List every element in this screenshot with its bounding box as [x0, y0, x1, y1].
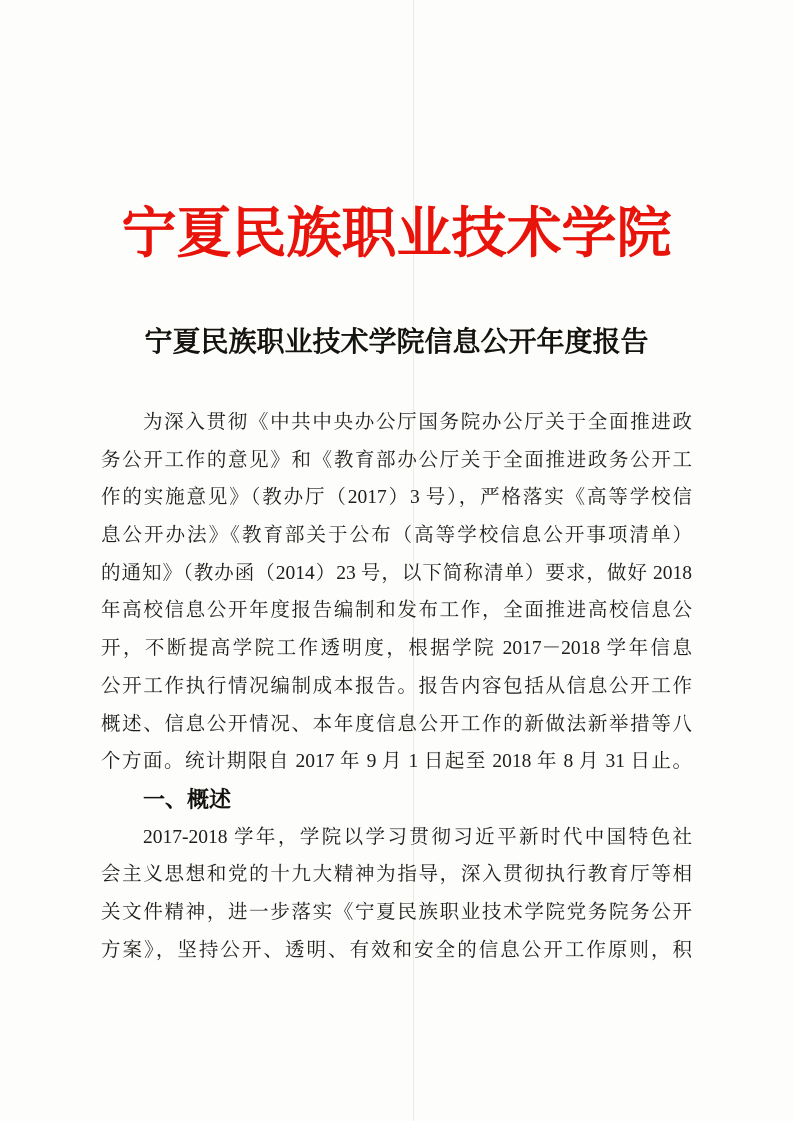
- body-line: 公开工作执行情况编制成本报告。报告内容包括从信息公开工作: [101, 675, 692, 697]
- section-heading-overview: 一、概述: [143, 786, 232, 812]
- body-line: 息公开办法》《教育部关于公布（高等学校信息公开事项清单）: [101, 525, 692, 547]
- body-line: 关文件精神，进一步落实《宁夏民族职业技术学院党务院务公开: [101, 901, 692, 923]
- body-line: 年高校信息公开年度报告编制和发布工作，全面推进高校信息公: [101, 600, 692, 622]
- body-line: 会主义思想和党的十九大精神为指导，深入贯彻执行教育厅等相: [101, 864, 692, 886]
- body-line: 为深入贯彻《中共中央办公厅国务院办公厅关于全面推进政: [143, 412, 692, 433]
- body-line: 概述、信息公开情况、本年度信息公开工作的新做法新举措等八: [101, 713, 692, 735]
- body-line: 作的实施意见》（教办厅（2017）3 号），严格落实《高等学校信: [101, 487, 692, 509]
- body-line: 的通知》（教办函（2014）23 号，以下简称清单）要求，做好 2018: [101, 562, 692, 584]
- report-body: [101, 404, 692, 969]
- body-line: 2017-2018 学年，学院以学习贯彻习近平新时代中国特色社: [143, 826, 692, 848]
- body-line: 开，不断提高学院工作透明度，根据学院 2017－2018 学年信息: [101, 638, 692, 660]
- body-line: 方案》，坚持公开、透明、有效和安全的信息公开工作原则，积: [101, 939, 692, 961]
- body-line: 务公开工作的意见》和《教育部办公厅关于全面推进政务公开工: [101, 449, 692, 471]
- body-line: 个方面。统计期限自 2017 年 9 月 1 日起至 2018 年 8 月 31 日止。: [101, 751, 692, 773]
- college-name-title: 宁夏民族职业技术学院: [121, 203, 672, 264]
- report-title: 宁夏民族职业技术学院信息公开年度报告: [144, 327, 649, 358]
